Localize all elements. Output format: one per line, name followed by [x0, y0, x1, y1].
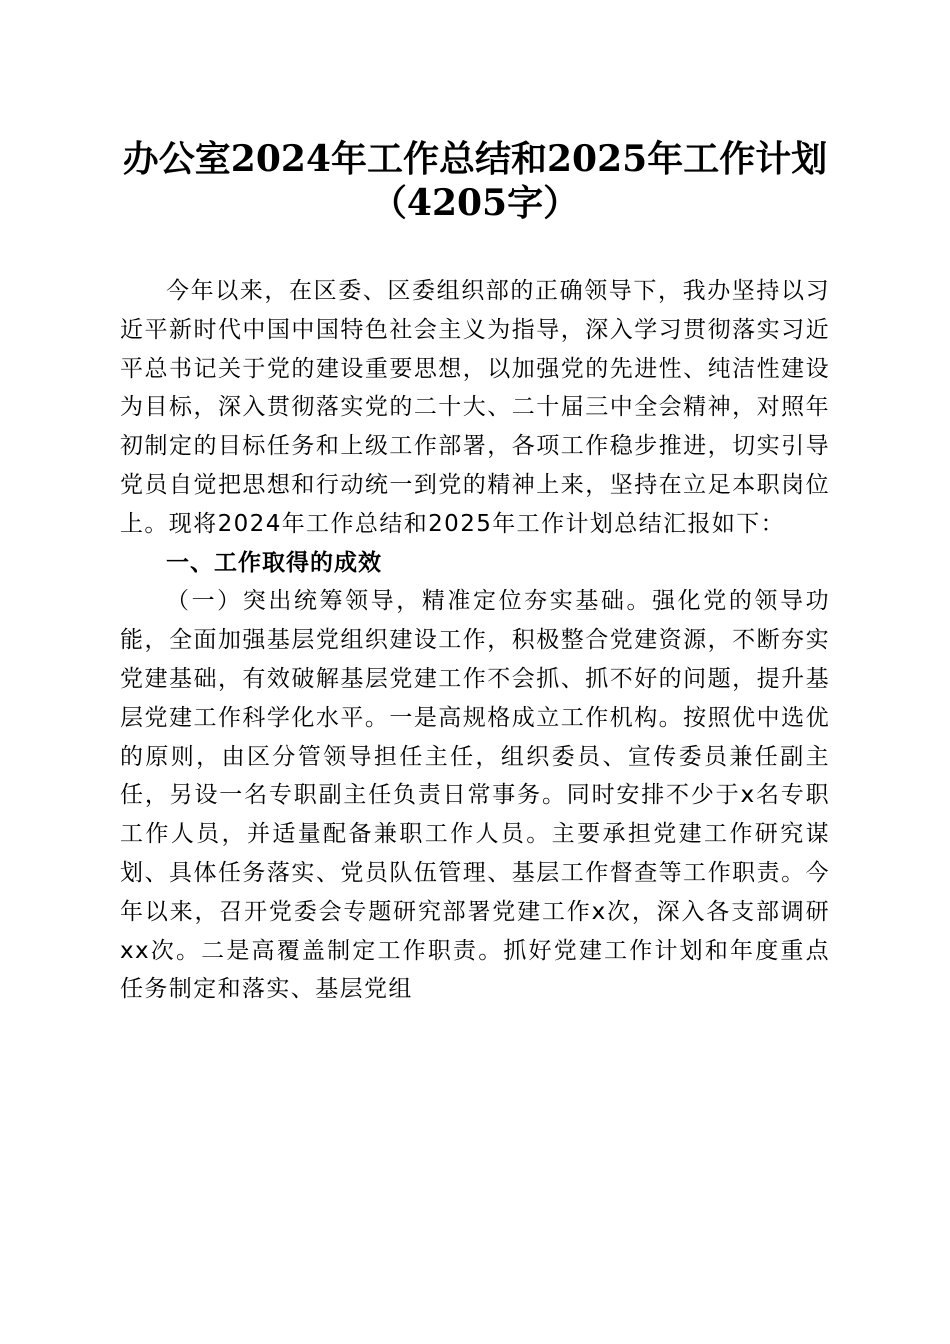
subsection-text: 强化党的领导功能，全面加强基层党组织建设工作，积极整合党建资源，不断夯实党建基础，有效破解基层党建工作不会抓、抓不好的问题，提升基层党建工作科学化水平。一是高规格成立工作机构。按照优中选优的原则，由区分管领导担任主任，组织委员、宣传委员兼任副主任，另设一名专职副主任负责日常事务。同时安排不少于x名专职工作人员，并适量配备兼职工作人员。主要承担党建工作研究谋划、具体任务落实、党员队伍管理、基层工作督查等工作职责。今年以来，召开党委会专题研究部署党建工作x次，深入各支部调研xx次。二是高覆盖制定工作职责。抓好党建工作计划和年度重点任务制定和落实、基层党组: [120, 588, 830, 1003]
intro-paragraph: 今年以来，在区委、区委组织部的正确领导下，我办坚持以习近平新时代中国中国特色社会主义为指导，深入学习贯彻落实习近平总书记关于党的建设重要思想，以加强党的先进性、纯洁性建设为目标，深入贯彻落实党的二十大、二十届三中全会精神，对照年初制定的目标任务和上级工作部署，各项工作稳步推进，切实引导党员自觉把思想和行动统一到党的精神上来，坚持在立足本职岗位上。现将2024年工作总结和2025年工作计划总结汇报如下：: [120, 278, 830, 537]
document-title: 办公室2024年工作总结和2025年工作计划: [122, 138, 828, 180]
subsection-paragraph: [120, 582, 830, 1009]
subsection-lead: （一）突出统筹领导，精准定位夯实基础。: [166, 588, 653, 615]
section-heading: 一、工作取得的成效: [166, 549, 382, 576]
document-body: [120, 272, 830, 1009]
document-word-count: （4205字）: [370, 182, 580, 224]
